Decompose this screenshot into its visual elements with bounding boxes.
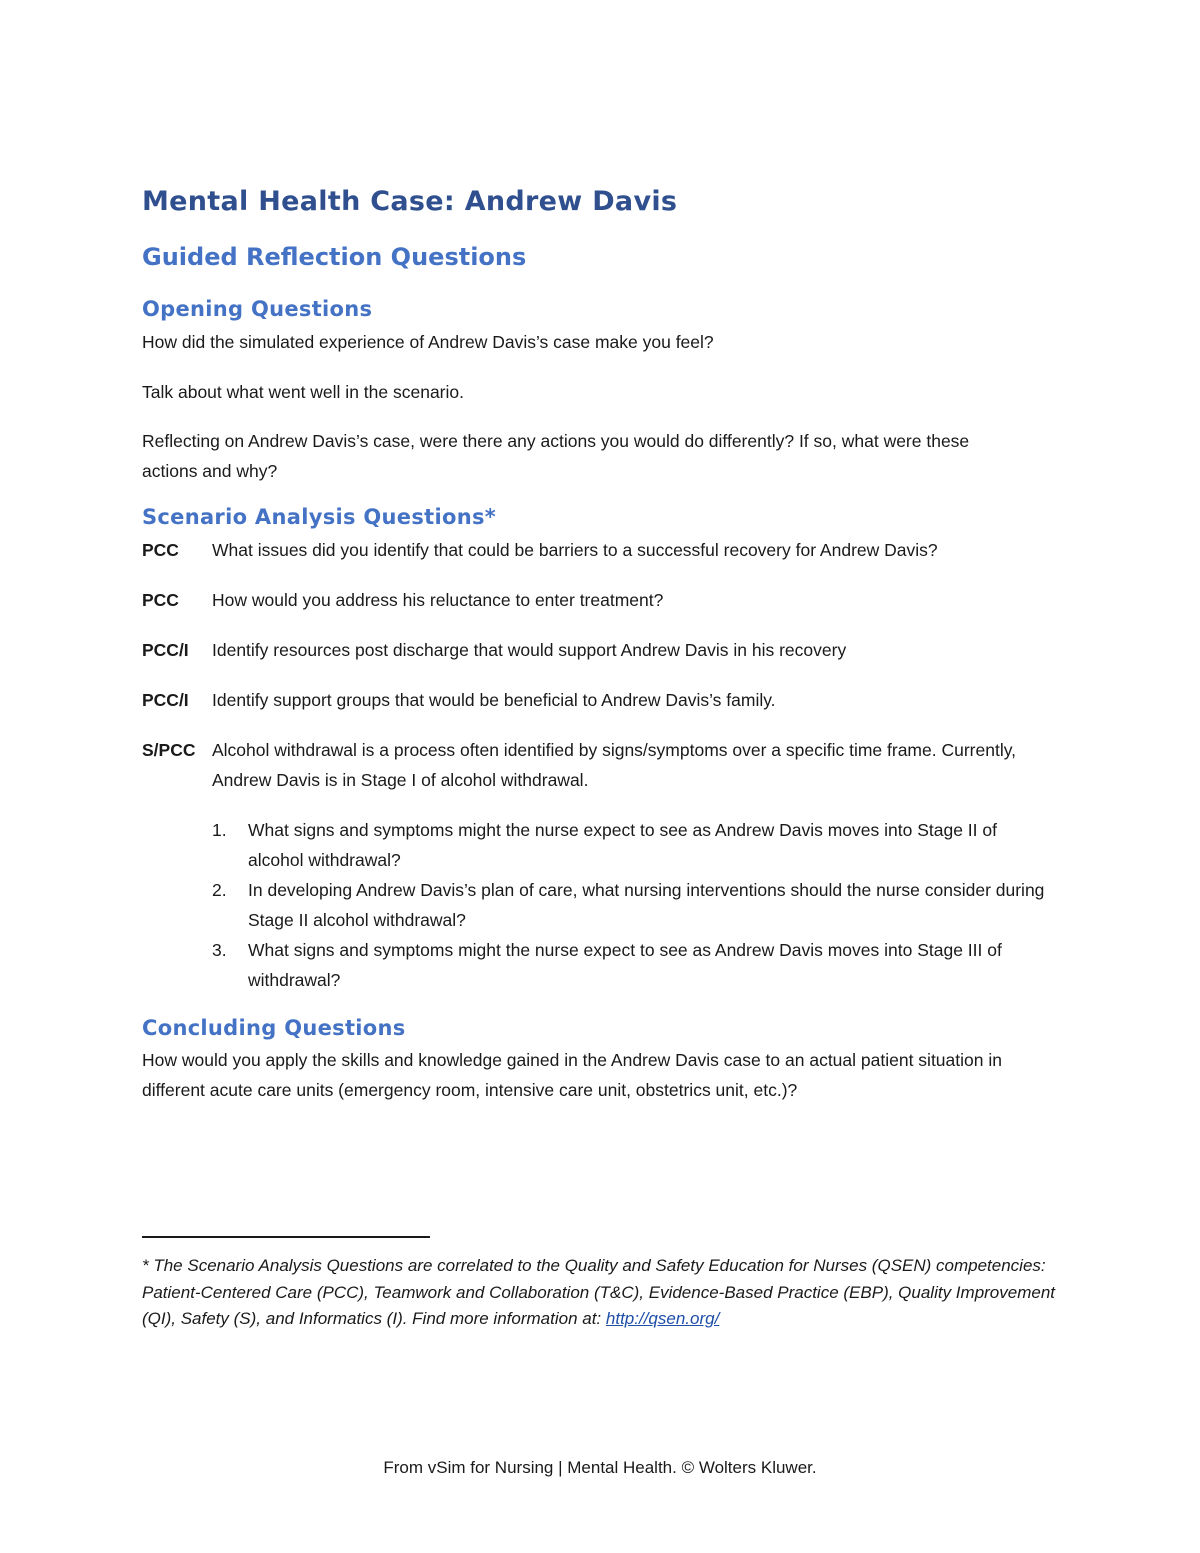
opening-question: Talk about what went well in the scenario.: [142, 382, 464, 402]
opening-question: Reflecting on Andrew Davis’s case, were there any actions you would do differently? If so, what were these actions and why?: [142, 431, 970, 481]
qsen-code: PCC: [142, 540, 179, 560]
footnote-text: * The Scenario Analysis Questions are correlated to the Quality and Safety Education for Nurses (QSEN) competencies: Patient-Centered Care (PCC), Teamwork and Collaboration (T&C), Evidence-Based Practice (EBP), Quality Improvement (QI), Safety (S), and Informatics (I). Find more information at:: [142, 1256, 1056, 1328]
footnote-divider: [142, 1236, 430, 1238]
question-text: How would you address his reluctance to enter treatment?: [212, 590, 664, 610]
list-item-text: What signs and symptoms might the nurse expect to see as Andrew Davis moves into Stage III of withdrawal?: [248, 940, 1002, 990]
opening-question: How did the simulated experience of Andrew Davis’s case make you feel?: [142, 332, 714, 352]
list-number: 3.: [212, 940, 227, 960]
list-item: [212, 935, 1052, 995]
list-item: [212, 815, 1052, 875]
list-number: 1.: [212, 820, 227, 840]
qsen-code: PCC/I: [142, 690, 189, 710]
qsen-code: S/PCC: [142, 740, 196, 760]
qsen-code: PCC/I: [142, 640, 189, 660]
footnote: [142, 1253, 1062, 1333]
question-text: What issues did you identify that could be barriers to a successful recovery for Andrew Davis?: [212, 540, 938, 560]
qsen-link[interactable]: http://qsen.org/: [605, 1309, 720, 1328]
opening-questions-heading: Opening Questions: [142, 297, 373, 321]
list-number: 2.: [212, 880, 227, 900]
concluding-questions-heading: Concluding Questions: [142, 1016, 406, 1040]
withdrawal-subquestions: [212, 815, 1052, 995]
question-text: Identify support groups that would be beneficial to Andrew Davis’s family.: [212, 690, 776, 710]
concluding-question: How would you apply the skills and knowledge gained in the Andrew Davis case to an actual patient situation in different acute care units (emergency room, intensive care unit, obstetrics unit, etc.)?: [142, 1050, 1002, 1100]
document-title: Mental Health Case: Andrew Davis: [142, 186, 678, 217]
list-item-text: What signs and symptoms might the nurse expect to see as Andrew Davis moves into Stage II of alcohol withdrawal?: [248, 820, 997, 870]
qsen-code: PCC: [142, 590, 179, 610]
list-item-text: In developing Andrew Davis’s plan of care, what nursing interventions should the nurse consider during Stage II alcohol withdrawal?: [248, 880, 1045, 930]
page-footer: From vSim for Nursing | Mental Health. © Wolters Kluwer.: [383, 1458, 817, 1477]
scenario-analysis-heading: Scenario Analysis Questions*: [142, 505, 497, 529]
question-text: Identify resources post discharge that would support Andrew Davis in his recovery: [212, 640, 847, 660]
list-item: [212, 875, 1052, 935]
question-text: Alcohol withdrawal is a process often identified by signs/symptoms over a specific time frame. Currently, Andrew Davis is in Stage I of alcohol withdrawal.: [212, 740, 1017, 790]
document-subtitle: Guided Reflection Questions: [142, 243, 527, 271]
